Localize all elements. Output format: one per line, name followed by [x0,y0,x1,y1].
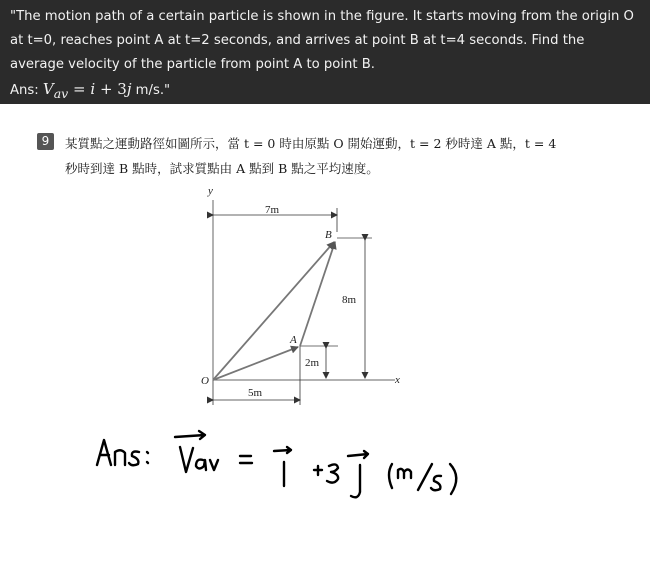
vector-v: V [42,80,54,98]
unit-i: i [90,80,96,98]
problem-line-1: 某質點之運動路徑如圖所示，當 t = 0 時由原點 O 開始運動，t = 2 秒時達 A 點，t = 4 [65,136,557,151]
problem-line-2: 秒時到達 B 點時，試求質點由 A 點到 B 點之平均速度。 [65,161,379,176]
point-a-label: A [290,334,297,346]
point-b-label: B [325,229,332,241]
dim-8m-label: 8m [342,294,357,306]
vector-v-subscript: av [53,86,69,101]
unit-j: j [126,80,132,98]
dim-7m-label: 7m [265,204,280,216]
equals: = [68,80,91,98]
dim-5m-label: 5m [248,387,263,399]
y-axis-label: y [208,185,213,197]
origin-label: O [201,375,209,387]
dim-2m-label: 2m [305,357,320,369]
answer-prefix: Ans: [10,83,43,98]
x-axis-label: x [395,374,400,386]
banner-prompt: "The motion path of a certain particle is shown in the figure. It starts moving from the origin O at t=0, reaches point A at t=2 seconds, and arrives at point B at t=4 seconds. Find the average velocity of the particle from point A to point B. [10,9,634,72]
plus-three: + 3 [95,80,127,98]
question-number-badge: 9 [37,133,54,150]
answer-unit: m/s." [131,83,171,98]
